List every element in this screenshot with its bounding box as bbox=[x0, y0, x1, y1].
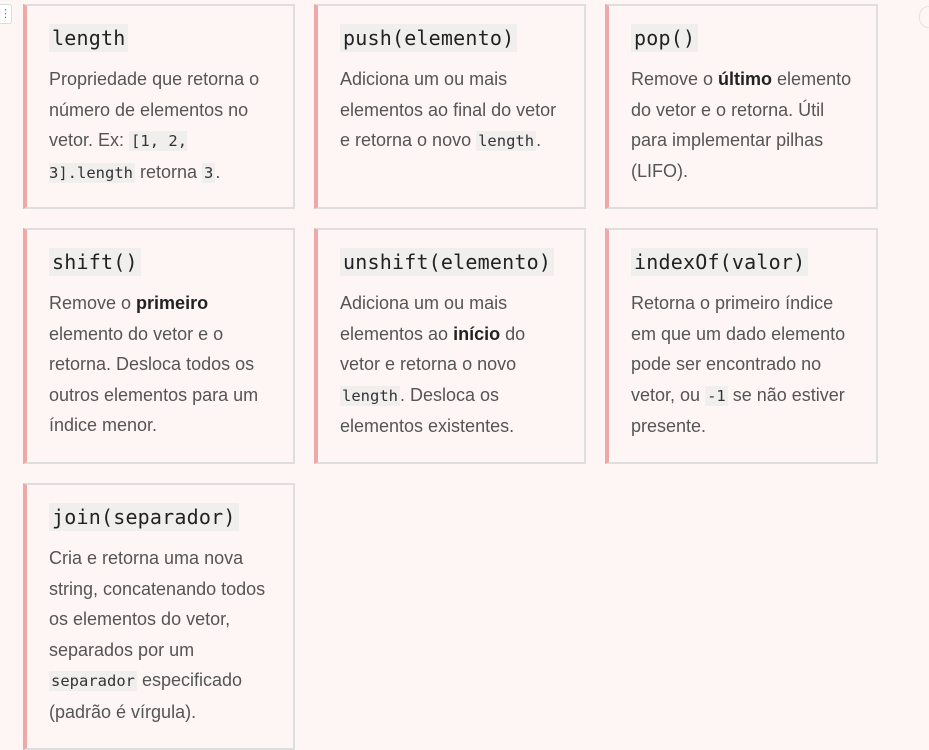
description-text: elemento do vetor e o retorna. Desloca todos os outros elementos para um índice menor. bbox=[49, 323, 259, 435]
description-text: Remove o bbox=[49, 293, 137, 313]
card-indexof bbox=[605, 228, 878, 464]
inline-code: 3 bbox=[204, 163, 214, 182]
inline-code: -1 bbox=[707, 386, 726, 405]
description-text: Propriedade que retorna o número de elementos no vetor. Ex: bbox=[49, 69, 260, 150]
description-text: . Desloca os elementos existentes. bbox=[340, 384, 515, 436]
card-description bbox=[49, 288, 271, 441]
emphasis-text: início bbox=[453, 323, 501, 344]
card-description bbox=[49, 543, 271, 727]
card-description bbox=[49, 64, 271, 188]
card-length bbox=[23, 4, 295, 209]
card-description bbox=[631, 288, 854, 442]
description-text: Retorna o primeiro índice em que um dado elemento pode ser encontrado no vetor, ou bbox=[631, 293, 846, 405]
inline-code: [1, 2, 3].length bbox=[49, 132, 188, 182]
description-text: Adiciona um ou mais elementos ao bbox=[340, 293, 508, 344]
description-text: Adiciona um ou mais elementos ao final do vetor e retorna o novo bbox=[340, 69, 557, 150]
description-text: se não estiver presente. bbox=[631, 384, 845, 436]
description-text: especificado (padrão é vírgula). bbox=[49, 670, 243, 722]
inline-code: length bbox=[342, 386, 398, 405]
description-text: retorna bbox=[135, 161, 203, 182]
card-title: shift() bbox=[49, 248, 141, 276]
card-title: unshift(elemento) bbox=[340, 248, 554, 276]
card-unshift bbox=[314, 228, 586, 464]
inline-code: separador bbox=[51, 672, 135, 690]
card-pop bbox=[605, 4, 878, 209]
drag-handle-icon[interactable]: ⋮ bbox=[0, 4, 12, 24]
card-push bbox=[314, 4, 586, 209]
card-title: pop() bbox=[631, 24, 698, 52]
emphasis-text: último bbox=[718, 69, 773, 89]
card-title: join(separador) bbox=[49, 503, 239, 531]
card-shift bbox=[23, 228, 295, 464]
card-title: push(elemento) bbox=[340, 24, 517, 52]
description-text: Cria e retorna uma nova string, concatenando todos os elementos do vetor, separados por um bbox=[49, 548, 266, 660]
card-description bbox=[340, 288, 562, 442]
description-text: Remove o bbox=[631, 69, 719, 89]
card-join bbox=[23, 483, 295, 750]
card-description bbox=[631, 64, 854, 186]
description-text: elemento do vetor e o retorna. Útil para implementar pilhas (LIFO). bbox=[631, 69, 852, 181]
card-description bbox=[340, 64, 562, 157]
description-text: do vetor e retorna o novo bbox=[340, 323, 526, 374]
description-text: . bbox=[536, 130, 542, 150]
description-text: . bbox=[215, 161, 221, 182]
card-title: indexOf(valor) bbox=[631, 248, 808, 276]
inline-code: length bbox=[478, 132, 535, 150]
edge-resize-handle[interactable] bbox=[919, 6, 929, 28]
emphasis-text: primeiro bbox=[136, 293, 209, 313]
card-title: length bbox=[49, 24, 128, 52]
